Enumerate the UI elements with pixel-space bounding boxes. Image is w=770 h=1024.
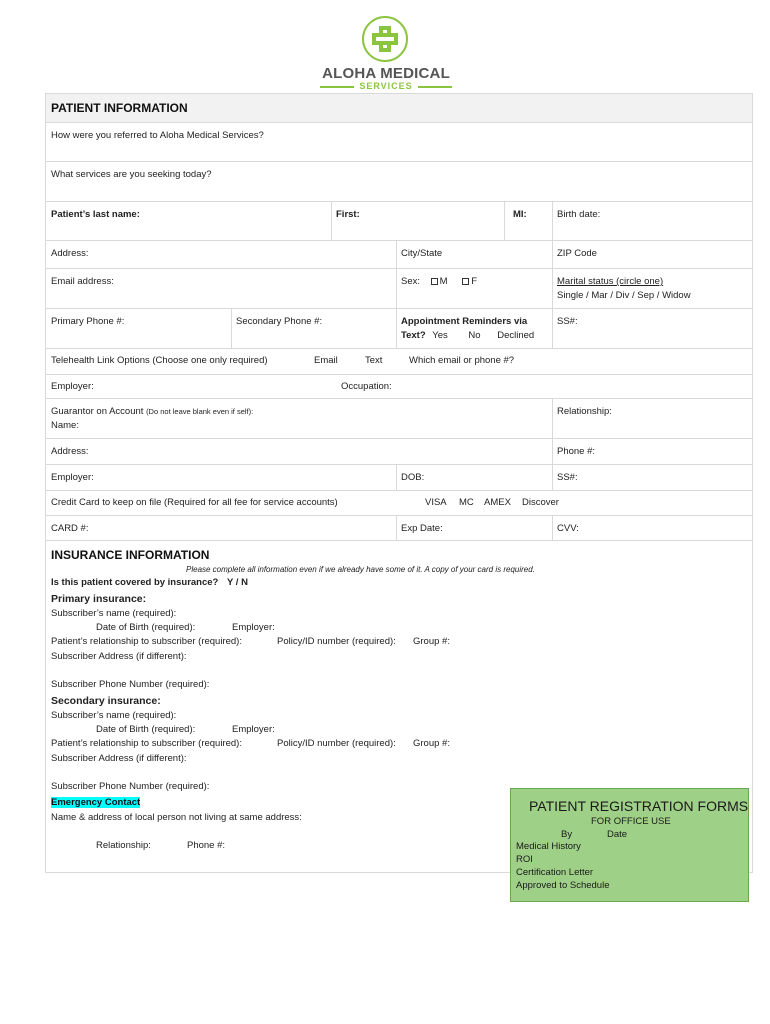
office-box-title: PATIENT REGISTRATION FORMS	[529, 798, 749, 814]
card-discover-option[interactable]: Discover	[522, 497, 559, 508]
covered-yn[interactable]: Y / N	[227, 577, 248, 588]
email-label: Email address:	[51, 276, 114, 287]
sex-m-checkbox[interactable]	[431, 276, 448, 287]
primary-relationship-label: Patient’s relationship to subscriber (required):	[51, 636, 242, 647]
primary-group-label: Group #:	[413, 636, 450, 647]
secondary-subscriber-name: Subscriber’s name (required):	[51, 710, 177, 721]
secondary-policy-label: Policy/ID number (required):	[277, 738, 396, 749]
patient-info-title: PATIENT INFORMATION	[51, 101, 188, 115]
last-name-label: Patient’s last name:	[51, 209, 140, 220]
logo-subtitle: SERVICES	[318, 81, 454, 91]
ssn-label: SS#:	[557, 316, 578, 327]
primary-policy-label: Policy/ID number (required):	[277, 636, 396, 647]
birth-date-label: Birth date:	[557, 209, 601, 220]
occupation-label: Occupation:	[341, 381, 392, 392]
secondary-relationship-label: Patient’s relationship to subscriber (required):	[51, 738, 242, 749]
office-medical-history: Medical History	[516, 841, 581, 852]
guarantor-label	[51, 406, 253, 417]
guarantor-relationship-label: Relationship:	[557, 406, 612, 417]
telehealth-text-option[interactable]: Text	[365, 355, 383, 366]
reminder-declined[interactable]: Declined	[497, 330, 535, 341]
primary-subscriber-address: Subscriber Address (if different):	[51, 651, 187, 662]
reminder-yes[interactable]: Yes	[432, 330, 448, 341]
guarantor-note: (Do not leave blank even if self):	[146, 407, 254, 416]
sex-f-checkbox[interactable]	[462, 276, 477, 287]
card-mc-option[interactable]: MC	[459, 497, 474, 508]
card-amex-option[interactable]: AMEX	[484, 497, 511, 508]
logo-name: ALOHA MEDICAL	[322, 65, 450, 82]
office-use-label: FOR OFFICE USE	[591, 816, 671, 827]
guarantor-employer-label: Employer:	[51, 472, 94, 483]
medical-cross-bar	[372, 33, 398, 45]
referral-question: How were you referred to Aloha Medical Services?	[51, 130, 264, 141]
covered-label: Is this patient covered by insurance?	[51, 577, 219, 588]
guarantor-ssn-label: SS#:	[557, 472, 578, 483]
secondary-group-label: Group #:	[413, 738, 450, 749]
card-visa-option[interactable]: VISA	[425, 497, 447, 508]
secondary-employer-label: Employer:	[232, 724, 275, 735]
marital-status-label: Marital status (circle one)	[557, 276, 664, 287]
sex-label: Sex:	[401, 276, 421, 287]
secondary-insurance-title: Secondary insurance:	[51, 695, 161, 707]
sex-m-label: M	[439, 276, 448, 287]
first-name-label: First:	[336, 209, 360, 220]
zip-label: ZIP Code	[557, 248, 597, 259]
insurance-covered-question	[51, 577, 248, 588]
address-label: Address:	[51, 248, 89, 259]
guarantor-address-label: Address:	[51, 446, 89, 457]
sex-field	[401, 276, 477, 287]
emergency-title-text: Emergency Contact	[51, 797, 141, 808]
office-approved-to-schedule: Approved to Schedule	[516, 880, 610, 891]
exp-date-label: Exp Date:	[401, 523, 443, 534]
company-logo	[318, 16, 454, 92]
card-number-label: CARD #:	[51, 523, 89, 534]
primary-phone-label: Primary Phone #:	[51, 316, 125, 327]
reminders-options	[401, 330, 534, 341]
emergency-name-address-label: Name & address of local person not living at same address:	[51, 812, 302, 823]
telehealth-email-option[interactable]: Email	[314, 355, 338, 366]
reminder-no[interactable]: No	[468, 330, 481, 341]
patient-form	[45, 93, 753, 873]
primary-insurance-title: Primary insurance:	[51, 593, 147, 605]
office-use-box	[510, 788, 749, 902]
secondary-subscriber-address: Subscriber Address (if different):	[51, 753, 187, 764]
primary-subscriber-name: Subscriber’s name (required):	[51, 608, 177, 619]
primary-subscriber-phone: Subscriber Phone Number (required):	[51, 679, 210, 690]
telehealth-which-label: Which email or phone #?	[409, 355, 515, 366]
emergency-contact-title	[51, 797, 140, 808]
marital-status-options: Single / Mar / Div / Sep / Widow	[557, 290, 691, 301]
secondary-subscriber-phone: Subscriber Phone Number (required):	[51, 781, 210, 792]
sex-f-label: F	[471, 276, 478, 287]
cvv-label: CVV:	[557, 523, 579, 534]
telehealth-label: Telehealth Link Options (Choose one only required)	[51, 355, 268, 366]
employer-label: Employer:	[51, 381, 94, 392]
city-state-label: City/State	[401, 248, 443, 259]
reminders-label: Appointment Reminders via	[401, 316, 528, 327]
guarantor-phone-label: Phone #:	[557, 446, 596, 457]
reminders-text-label: Text?	[401, 330, 426, 341]
guarantor-name-label: Name:	[51, 420, 79, 431]
primary-dob-label: Date of Birth (required):	[96, 622, 196, 633]
checkbox-icon	[462, 278, 469, 285]
insurance-info-title: INSURANCE INFORMATION	[51, 548, 210, 562]
insurance-note: Please complete all information even if we already have some of it. A copy of your card is required.	[186, 565, 535, 574]
guarantor-dob-label: DOB:	[401, 472, 425, 483]
office-date-label: Date	[607, 829, 628, 840]
secondary-phone-label: Secondary Phone #:	[236, 316, 323, 327]
middle-initial-label: MI:	[513, 209, 527, 220]
primary-employer-label: Employer:	[232, 622, 275, 633]
services-question: What services are you seeking today?	[51, 169, 212, 180]
office-certification-letter: Certification Letter	[516, 867, 594, 878]
checkbox-icon	[431, 278, 438, 285]
office-roi: ROI	[516, 854, 533, 865]
emergency-relationship-label: Relationship:	[96, 840, 151, 851]
office-by-label: By	[561, 829, 573, 840]
secondary-dob-label: Date of Birth (required):	[96, 724, 196, 735]
guarantor-title: Guarantor on Account	[51, 406, 144, 417]
credit-card-label: Credit Card to keep on file (Required for all fee for service accounts)	[51, 497, 338, 508]
emergency-phone-label: Phone #:	[187, 840, 226, 851]
